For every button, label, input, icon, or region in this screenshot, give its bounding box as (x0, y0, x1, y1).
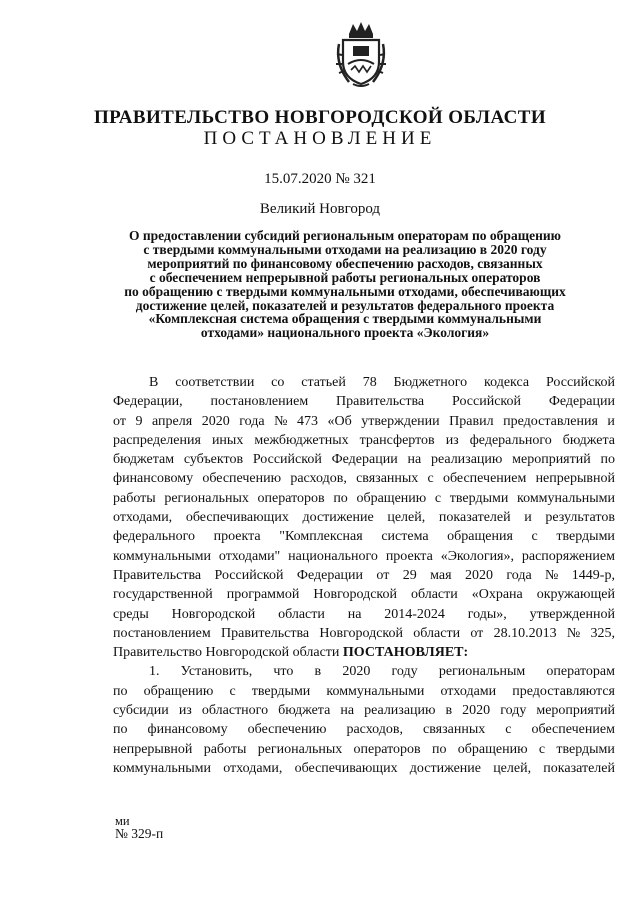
body-line (113, 720, 615, 739)
word: «Охрана (471, 587, 523, 603)
word: со (271, 375, 285, 390)
word: непрерывной (113, 741, 193, 757)
body-line (113, 412, 615, 431)
word: коммунальными (113, 760, 211, 776)
word: областного (201, 703, 269, 719)
word: № (545, 567, 559, 583)
word: Правительства (221, 625, 310, 641)
word: с (434, 490, 442, 506)
body-line: Правительство Новгородской области (113, 645, 340, 661)
word: обращения (447, 529, 513, 545)
word: на (407, 452, 422, 468)
word: твердыми (449, 490, 509, 506)
word: 29 (402, 567, 417, 583)
word: отходами, (113, 510, 173, 526)
word: межбюджетных (254, 432, 349, 448)
body-line (113, 392, 615, 411)
word: программой (226, 587, 300, 603)
word: году (391, 664, 418, 680)
word: иных (211, 432, 244, 448)
word: Новгородской (319, 625, 404, 641)
word: отходами (440, 683, 497, 699)
word: операторов (257, 490, 325, 506)
word: Федерации (296, 567, 364, 583)
coat-of-arms-emblem (335, 20, 387, 88)
body-line (113, 547, 615, 566)
title-line: с твердыми коммунальными отходами на реализацию в 2020 году (143, 241, 547, 257)
word: по (333, 490, 348, 506)
word: области (410, 587, 458, 603)
word: бюджета (278, 703, 331, 719)
document-type: ПОСТАНОВЛЕНИЕ (203, 128, 437, 149)
word: с (538, 741, 546, 757)
word: годы», (467, 606, 507, 622)
word: региональным (438, 664, 526, 680)
word: бюджета (562, 432, 615, 448)
word: связанных (356, 471, 419, 487)
body-line (113, 450, 615, 469)
word: твердыми (556, 741, 615, 757)
word: на (347, 606, 362, 622)
word: с (531, 529, 538, 545)
word: Правил (449, 413, 494, 429)
word: статьей (301, 375, 346, 390)
word: постановлением (113, 625, 211, 641)
word: и (524, 510, 532, 526)
word: Бюджетного (393, 375, 468, 390)
word: апреля (152, 413, 193, 429)
document-body (113, 373, 615, 778)
word: твердыми (556, 529, 615, 545)
word: и (607, 413, 615, 429)
organization-name: ПРАВИТЕЛЬСТВО НОВГОРОДСКОЙ ОБЛАСТИ (94, 107, 546, 128)
word: результатов (545, 510, 615, 526)
word: целей, (493, 760, 532, 776)
word: году (500, 703, 527, 719)
word: 1449-р, (571, 567, 615, 583)
word: субъектов (183, 452, 244, 468)
body-line (113, 624, 615, 643)
word: 473 (296, 413, 318, 429)
word: коммунальными (326, 683, 425, 699)
word: в (445, 703, 453, 719)
word: обеспечением (442, 471, 527, 487)
word: система (381, 529, 429, 545)
word: Новгородской (313, 587, 397, 603)
body-line (113, 469, 615, 488)
body-line (113, 527, 615, 546)
word: Российской (452, 394, 521, 410)
word: обеспечивающих (294, 760, 398, 776)
word: от (376, 567, 390, 583)
word: 1. (149, 664, 160, 680)
word: обеспечением (531, 722, 615, 738)
word: от (470, 625, 484, 641)
word: утвержденной (529, 606, 615, 622)
title-line: с обеспечением непрерывной работы региональных операторов (149, 269, 541, 285)
word: отходами" (218, 548, 281, 564)
word: Российской (214, 567, 284, 583)
word: мероприятий (536, 703, 615, 719)
word: распределения (113, 432, 201, 448)
word: 2020 (462, 703, 491, 719)
word: Правительства (336, 394, 425, 410)
word: соответствии (175, 375, 255, 390)
word: обращению (356, 490, 427, 506)
word: финансовому (147, 722, 228, 738)
title-line: отходами» национального проекта «Экология» (200, 325, 490, 341)
body-line (113, 566, 615, 585)
body-line (113, 701, 615, 720)
body-line (113, 740, 615, 759)
word: государственной (113, 587, 213, 603)
word: реализацию (364, 703, 436, 719)
word: целей, (387, 510, 426, 526)
word: по (113, 722, 128, 738)
word: расходов, (290, 471, 347, 487)
word: по (431, 741, 447, 757)
word: на (340, 703, 355, 719)
word: реализацию (430, 452, 503, 468)
word: 2020 (342, 664, 371, 680)
word: федерального (469, 432, 552, 448)
word: работы (203, 741, 247, 757)
word: отходами, (223, 760, 283, 776)
word: 2014-2024 (384, 606, 445, 622)
body-line (113, 759, 615, 778)
word: утверждении (361, 413, 440, 429)
word: что (273, 664, 294, 680)
word: Российской (252, 452, 322, 468)
word: постановлением (210, 394, 309, 410)
body-line (113, 682, 615, 701)
word: коммунальными (517, 490, 615, 506)
body-line (113, 605, 615, 624)
word: в (314, 664, 322, 680)
place-of-issue: Великий Новгород (259, 201, 381, 217)
word: достижение (409, 760, 481, 776)
word: от (113, 413, 126, 429)
word: по (600, 452, 615, 468)
word: обеспечению (202, 471, 282, 487)
word: показателей (543, 760, 615, 776)
word: трансфертов (359, 432, 435, 448)
word: Установить, (180, 664, 253, 680)
word: 325, (590, 625, 615, 641)
word: твердыми (251, 683, 311, 699)
title-line: мероприятий по финансовому обеспечению расходов, связанных (147, 255, 543, 271)
word: с (505, 722, 512, 738)
word: обеспечению (247, 722, 327, 738)
word: работы (113, 490, 156, 506)
title-line: по обращению с твердыми коммунальными отходами, обеспечивающих (124, 283, 566, 299)
word: обращению (143, 683, 214, 699)
word: Российской (545, 375, 615, 390)
word: операторов (353, 741, 421, 757)
word: по (113, 683, 128, 699)
word: распоряжением (521, 548, 615, 564)
word: предоставляются (512, 683, 615, 699)
word: достижение (302, 510, 374, 526)
word: мероприятий (512, 452, 591, 468)
word: № (274, 413, 288, 429)
word: Правительства (113, 567, 202, 583)
word: В (149, 375, 159, 390)
word: № (566, 625, 581, 641)
word: проекта (213, 529, 261, 545)
word: расходов, (346, 722, 404, 738)
word: "Комплексная (279, 529, 363, 545)
document-title (100, 229, 590, 340)
word: региональных (257, 741, 343, 757)
word: непрерывной (535, 471, 615, 487)
title-line: «Комплексная система обращения с твердыми коммунальными (148, 311, 542, 327)
body-line (113, 373, 615, 392)
date-number: 15.07.2020 № 321 (264, 171, 376, 187)
word: 28.10.2013 (493, 625, 557, 641)
body-line (113, 585, 615, 604)
word: кодекса (484, 375, 530, 390)
word: Федерации, (113, 394, 183, 410)
word: обеспечивающих (185, 510, 289, 526)
word: финансовому (113, 471, 194, 487)
word: операторам (546, 664, 615, 680)
word: «Экология», (440, 548, 514, 564)
body-line (113, 662, 615, 681)
word: субсидии (113, 703, 169, 719)
footer-number: № 329-п (115, 826, 164, 841)
word: года (239, 413, 265, 429)
word: 2020 (464, 567, 493, 583)
word: показателей (438, 510, 511, 526)
word: предоставления (503, 413, 598, 429)
word: бюджетам (113, 452, 175, 468)
word: региональных (164, 490, 249, 506)
word: связанных (423, 722, 486, 738)
body-line-resolves (113, 643, 615, 662)
word: из (178, 703, 192, 719)
word: Федерации (331, 452, 398, 468)
title-line: достижение целей, показателей и результатов федерального проекта (135, 297, 555, 313)
word: коммунальными (113, 548, 211, 564)
word: проекта (385, 548, 433, 564)
word: Федерации (548, 394, 615, 410)
word: 78 (362, 375, 377, 390)
footer-code: ми (115, 814, 130, 828)
word: обращению (457, 741, 528, 757)
body-line (113, 431, 615, 450)
word: 9 (135, 413, 143, 429)
word: мая (430, 567, 452, 583)
word: среды (113, 606, 149, 622)
word: с (229, 683, 236, 699)
word: из (445, 432, 459, 448)
title-line: О предоставлении субсидий региональным операторам по обращению (129, 228, 561, 243)
body-line (113, 489, 615, 508)
word: 2020 (201, 413, 230, 429)
word: с (427, 471, 434, 487)
word: области (413, 625, 461, 641)
word: области (278, 606, 325, 622)
word: федерального (113, 529, 196, 545)
word: Новгородской (171, 606, 256, 622)
resolves-word: ПОСТАНОВЛЯЕТ: (342, 645, 469, 661)
word: национального (288, 548, 378, 564)
word: «Об (327, 413, 352, 429)
body-line (113, 508, 615, 527)
word: года (506, 567, 532, 583)
word: окружающей (536, 587, 615, 603)
